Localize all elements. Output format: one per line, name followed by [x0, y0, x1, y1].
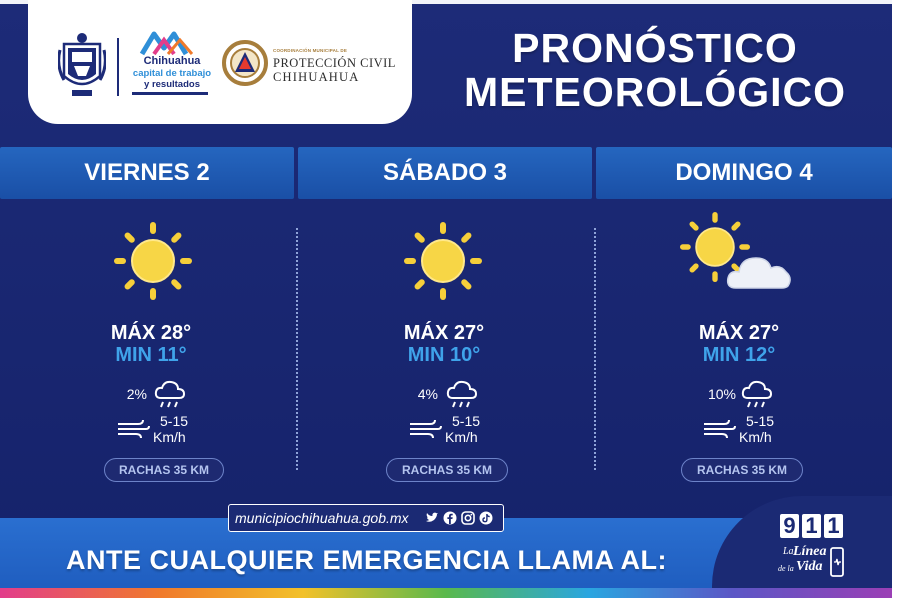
- municipio-title: Chihuahua: [143, 55, 201, 67]
- wind-unit: Km/h: [153, 429, 186, 445]
- wind-icon: [116, 418, 150, 440]
- city-crest-icon: [58, 30, 106, 102]
- wind-range: 5-15: [160, 413, 189, 429]
- day-header-3: DOMINGO 4: [596, 147, 892, 199]
- gusts-badge: RACHAS 35 KM: [104, 458, 224, 482]
- facebook-icon[interactable]: [443, 511, 457, 525]
- digit-9: 9: [780, 514, 799, 538]
- rain-probability: 2%: [126, 386, 147, 402]
- pc-name-line2: CHIHUAHUA: [273, 70, 360, 84]
- logo-panel: [28, 0, 412, 124]
- tiktok-icon[interactable]: [479, 511, 493, 525]
- max-temp: MÁX 27°: [698, 322, 780, 344]
- linea-la: La: [783, 546, 794, 557]
- right-margin: [892, 0, 898, 598]
- title-line-2: METEOROLÓGICO: [464, 69, 846, 115]
- rain-probability: 4%: [417, 386, 438, 402]
- municipio-logo-icon: [124, 28, 214, 58]
- min-temp: MIN 11°: [115, 344, 187, 366]
- rain-cloud-icon: [152, 378, 188, 410]
- municipio-subtitle-1: capital de trabajo: [132, 68, 212, 79]
- wind-icon: [702, 418, 736, 440]
- rain-cloud-icon: [444, 378, 480, 410]
- linea-linea: Línea: [793, 544, 827, 559]
- page-title: [430, 26, 880, 114]
- min-temp: MIN 10°: [407, 344, 481, 366]
- column-separator: [594, 228, 596, 470]
- max-temp: MÁX 28°: [110, 322, 192, 344]
- logo-divider: [117, 38, 119, 96]
- wind-range: 5-15: [746, 413, 775, 429]
- cloud-icon: [726, 250, 794, 290]
- instagram-icon[interactable]: [461, 511, 475, 525]
- sun-icon: [404, 222, 482, 300]
- twitter-icon[interactable]: [425, 511, 439, 525]
- wind-unit: Km/h: [739, 429, 772, 445]
- column-separator: [296, 228, 298, 470]
- linea-dela: de la: [778, 564, 794, 573]
- digit-1: 1: [802, 514, 821, 538]
- min-temp: MIN 12°: [702, 344, 776, 366]
- phone-icon: [828, 546, 846, 580]
- day-header-2: SÁBADO 3: [298, 147, 592, 199]
- municipio-underline: [132, 92, 208, 95]
- linea-vida: Vida: [796, 559, 823, 574]
- digit-1-second: 1: [824, 514, 843, 538]
- municipio-subtitle-2: y resultados: [144, 79, 200, 90]
- rain-cloud-icon: [739, 378, 775, 410]
- website-link[interactable]: municipiochihuahua.gob.mx: [235, 510, 409, 526]
- wind-unit: Km/h: [445, 429, 478, 445]
- day-header-1: VIERNES 2: [0, 147, 294, 199]
- pc-name-line1: PROTECCIÓN CIVIL: [273, 56, 396, 70]
- sun-icon: [114, 222, 192, 300]
- wind-range: 5-15: [452, 413, 481, 429]
- max-temp: MÁX 27°: [403, 322, 485, 344]
- rain-probability: 10%: [707, 386, 736, 402]
- pc-coordinacion-label: COORDINACIÓN MUNICIPAL DE: [273, 48, 348, 53]
- website-box[interactable]: [228, 504, 504, 532]
- proteccion-civil-seal-icon: [222, 40, 268, 86]
- title-line-1: PRONÓSTICO: [512, 25, 798, 71]
- wind-icon: [408, 418, 442, 440]
- gusts-badge: RACHAS 35 KM: [681, 458, 803, 482]
- gusts-badge: RACHAS 35 KM: [386, 458, 508, 482]
- emergency-message: ANTE CUALQUIER EMERGENCIA LLAMA AL:: [66, 545, 667, 575]
- rainbow-strip: [0, 588, 892, 598]
